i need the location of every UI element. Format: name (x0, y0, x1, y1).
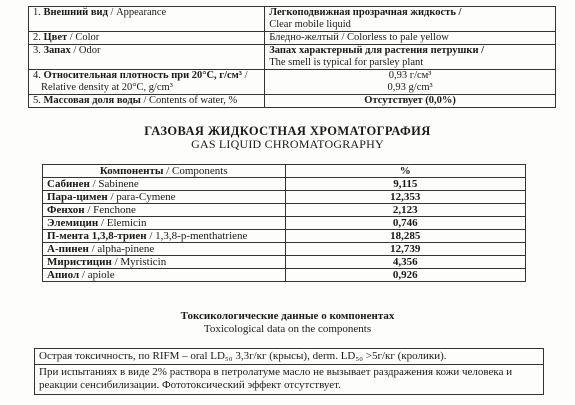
property-value-cell (265, 95, 556, 108)
property-value-cell (265, 45, 556, 70)
component-name: Элемицин / Elemicin (43, 217, 286, 230)
property-name-en: Color (75, 32, 100, 43)
property-name-cell: 2. Цвет / Color (29, 32, 265, 45)
tox-title-ru: Токсикологические данные о компонентах (180, 310, 395, 322)
property-row-water (29, 95, 556, 108)
component-value: 2,123 (285, 204, 525, 217)
property-name-ru: Относительная плотность при 20°С, г/см³ (43, 70, 242, 81)
component-name: Апиол / apiole (43, 269, 286, 282)
component-value: 18,285 (285, 230, 525, 243)
component-name: Пара-цимен / para-Cymene (43, 191, 286, 204)
components-header-row (43, 165, 526, 178)
property-name-ru: Внешний вид (43, 7, 108, 18)
component-row (43, 243, 526, 256)
property-name-en: Odor (78, 45, 101, 56)
property-name-ru: Запах (43, 45, 71, 56)
property-name-en: Contents of water, % (149, 95, 238, 106)
component-row (43, 191, 526, 204)
property-value-en: Clear mobile liquid (269, 19, 351, 30)
property-value-ru: 0,93 г/см³ (388, 70, 432, 81)
property-value: Бледно-желтый / Colorless to pale yellow (269, 32, 449, 43)
property-value-ru: Легкоподвижная прозрачная жидкость / (269, 7, 462, 18)
components-header-cell: Компоненты / Components (43, 165, 286, 178)
component-name: Миристицин / Myristicin (43, 256, 286, 269)
gc-title-ru: ГАЗОВАЯ ЖИДКОСТНАЯ ХРОМАТОГРАФИЯ (144, 124, 431, 138)
property-name-cell: 4. Относительная плотность при 20°С, г/см³ / Relative density at 20°C, g/cm³ (29, 70, 265, 95)
component-row (43, 204, 526, 217)
component-value: 12,353 (285, 191, 525, 204)
property-value-cell (265, 70, 556, 95)
percent-header-cell: % (285, 165, 525, 178)
component-name: Фенхон / Fenchone (43, 204, 286, 217)
property-name-cell: 3. Запах / Odor (29, 45, 265, 70)
property-value-cell (265, 7, 556, 32)
toxicology-box (34, 348, 544, 395)
property-row-density (29, 70, 556, 95)
tox-title-en: Toxicological data on the components (203, 323, 372, 335)
gc-title-en: GAS LIQUID CHROMATOGRAPHY (191, 137, 384, 151)
skin-test-text: При испытаниях в виде 2% раствора в петролатуме масло не вызывает раздражения кожи человека и реакции сенсибилизации. Фототоксический эффект отсутствует. (39, 366, 513, 391)
property-value-ru: Запах характерный для растения петрушки / (269, 45, 485, 56)
property-name-cell: 5. Массовая доля воды / Contents of water, % (29, 95, 265, 108)
property-name-en: Appearance (116, 7, 167, 18)
property-name-cell: 1. Внешний вид / Appearance (29, 7, 265, 32)
acute-toxicity-text: Острая токсичность, по RIFM – oral LD₅₀ 3,3г/кг (крысы), derm. LD₅₀ >5г/кг (кролики). (35, 349, 543, 365)
property-name-ru: Массовая доля воды (43, 95, 141, 106)
property-value-en: The smell is typical for parsley plant (269, 57, 424, 68)
component-value: 4,356 (285, 256, 525, 269)
component-value: 12,739 (285, 243, 525, 256)
property-row-odor (29, 45, 556, 70)
component-value: 0,926 (285, 269, 525, 282)
component-row (43, 178, 526, 191)
component-name: А-пинен / alpha-pinene (43, 243, 286, 256)
property-row-color (29, 32, 556, 45)
component-row (43, 256, 526, 269)
property-value-en: 0,93 g/cm³ (387, 82, 433, 93)
property-name-ru: Цвет (43, 32, 68, 43)
component-value: 9,115 (285, 178, 525, 191)
component-row (43, 217, 526, 230)
component-row (43, 230, 526, 243)
component-name: Сабинен / Sabinene (43, 178, 286, 191)
property-value: Отсутствует (0,0%) (364, 95, 456, 106)
component-row (43, 269, 526, 282)
component-value: 0,746 (285, 217, 525, 230)
components-table (42, 164, 526, 282)
properties-table (28, 6, 556, 108)
property-value-cell (265, 32, 556, 45)
property-name-en: Relative density at 20°C, g/cm³ (41, 82, 173, 93)
property-row-appearance (29, 7, 556, 32)
component-name: П-мента 1,3,8-триен / 1,3,8-p-menthatriene (43, 230, 286, 243)
